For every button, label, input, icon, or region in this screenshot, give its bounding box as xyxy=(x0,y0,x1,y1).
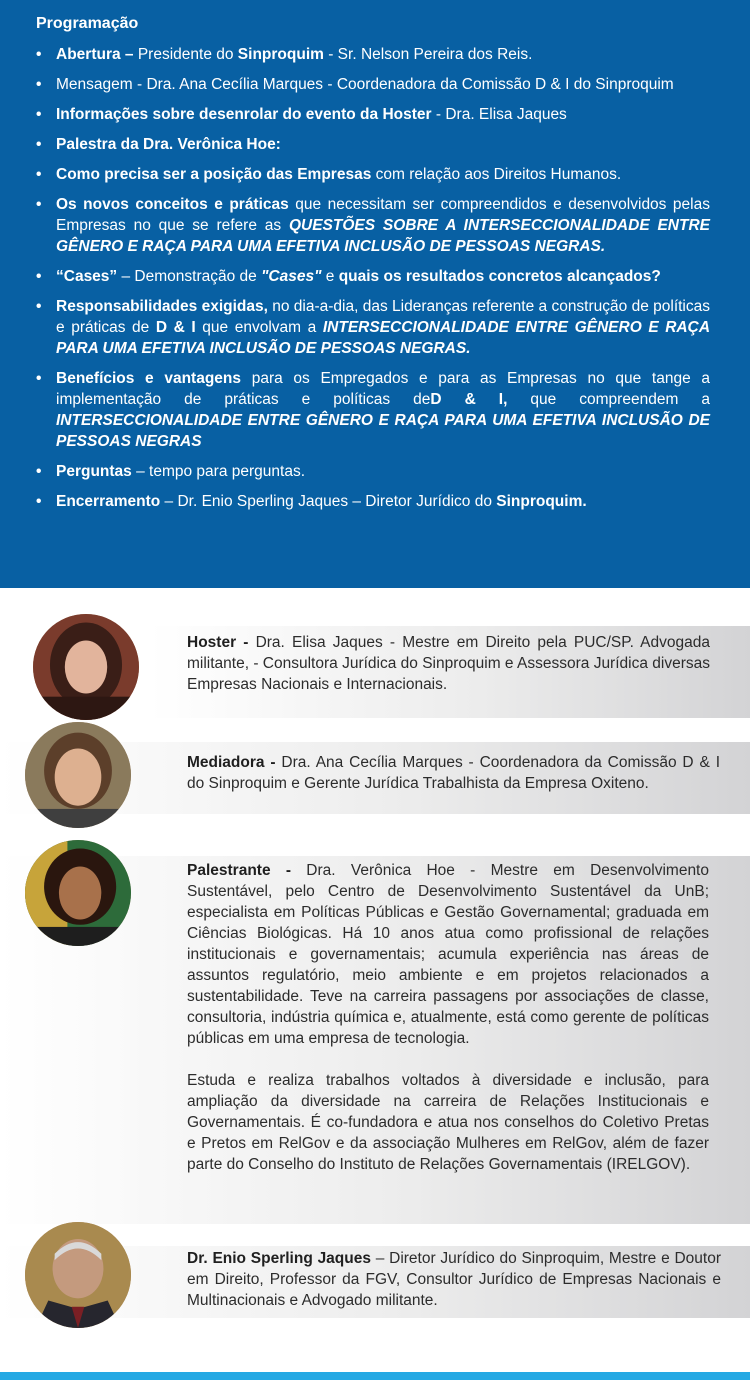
item-bold: Como precisa ser a posição das Empresas xyxy=(56,166,372,183)
list-item xyxy=(36,296,710,359)
bullet-icon: • xyxy=(36,298,42,315)
bullet-icon: • xyxy=(36,268,42,285)
item-bold: "Cases" xyxy=(261,268,322,285)
item-emphasis: QUESTÕES SOBRE A INTERSECCIONALIDADE ENTRE GÊNERO E RAÇA PARA UMA EFETIVA INCLUSÃO DE PESSOAS NEGRAS. xyxy=(56,217,710,255)
item-text: para os Empregados e para as Empresas no que tange a implementação de práticas e políticas de xyxy=(56,370,710,408)
speaker-bio: – Diretor Jurídico do Sinproquim, Mestre e Doutor em Direito, Professor da FGV, Consultor Jurídico de Empresas Nacionais e Multinacionais e Advogado militante. xyxy=(187,1250,721,1309)
bio-palestrante xyxy=(187,860,709,1175)
item-bold: D & I, xyxy=(430,391,508,408)
item-text: Mensagem - Dra. Ana Cecília Marques - Coordenadora da Comissão D & I do Sinproquim xyxy=(56,76,674,93)
item-text: que compreendem a xyxy=(507,391,710,408)
bullet-icon: • xyxy=(36,493,42,510)
list-item xyxy=(36,194,710,257)
list-item xyxy=(36,461,710,482)
item-text: no dia-a-dia, das Lideranças referente a construção de políticas e práticas de xyxy=(56,298,710,336)
speaker-role: Dr. Enio Sperling Jaques xyxy=(187,1250,371,1267)
item-bold: Os novos conceitos e práticas xyxy=(56,196,289,213)
avatar-enio xyxy=(25,1222,131,1328)
bio-paragraph: Estuda e realiza trabalhos voltados à diversidade e inclusão, para ampliação da diversidade na carreira de Relações Institucionais e Governamentais. É co-fundadora e atua nos conselhos do Coletivo Pretas e Pretos em RelGov e da associação Mulheres em RelGov, além de fazer parte do Conselho do Instituto de Relações Governamentais (IRELGOV). xyxy=(187,1072,709,1173)
bullet-icon: • xyxy=(36,76,42,93)
item-text: - Sr. Nelson Pereira dos Reis. xyxy=(323,46,533,63)
bio-enio xyxy=(187,1248,721,1311)
item-text: com relação aos Direitos Humanos. xyxy=(371,166,622,183)
item-text: – tempo para perguntas. xyxy=(131,463,306,480)
bullet-icon: • xyxy=(36,463,42,480)
speaker-bio: Dra. Elisa Jaques - Mestre em Direito pela PUC/SP. Advogada militante, - Consultora Jurídica do Sinproquim e Assessora Jurídica diversas Empresas Nacionais e Internacionais. xyxy=(187,634,710,693)
item-bold: Palestra da Dra. Verônica Hoe: xyxy=(56,136,281,153)
list-item xyxy=(36,266,710,287)
item-bold: Responsabilidades exigidas, xyxy=(56,298,268,315)
portrait-icon xyxy=(25,1222,131,1328)
list-item xyxy=(36,134,710,155)
avatar-hoster xyxy=(33,614,139,720)
bullet-icon: • xyxy=(36,136,42,153)
item-bold: Perguntas xyxy=(56,463,132,480)
item-bold: Sinproquim. xyxy=(496,493,587,510)
list-item xyxy=(36,74,710,95)
item-text: - Dra. Elisa Jaques xyxy=(431,106,567,123)
list-item xyxy=(36,368,710,452)
bullet-icon: • xyxy=(36,166,42,183)
bio-paragraph xyxy=(187,860,709,1049)
bio-mediadora xyxy=(187,752,720,794)
item-bold: D & I xyxy=(155,319,196,336)
item-bold: Sinproquim xyxy=(237,46,324,63)
item-text: que necessitam ser compreendidos e desenvolvidos pelas Empresas no que se refere as xyxy=(56,196,710,234)
item-bold: Encerramento xyxy=(56,493,161,510)
item-bold: Abertura – xyxy=(56,46,134,63)
bullet-icon: • xyxy=(36,106,42,123)
list-item xyxy=(36,164,710,185)
item-emphasis: INTERSECCIONALIDADE ENTRE GÊNERO E RAÇA PARA UMA EFETIVA INCLUSÃO DE PESSOAS NEGRAS. xyxy=(56,319,711,357)
item-bold: Informações sobre desenrolar do evento da Hoster xyxy=(56,106,432,123)
list-item xyxy=(36,104,710,125)
list-item xyxy=(36,491,710,512)
item-text: – Demonstração de xyxy=(117,268,262,285)
speaker-bio: Dra. Verônica Hoe - Mestre em Desenvolvimento Sustentável, pelo Centro de Desenvolvimento Sustentável da UnB; especialista em Políticas Públicas e Gestão Governamental; graduada em Ciências Biológicas. Há 10 anos atua como profissional de relações institucionais e governamentais; acumula experiência nas áreas de assuntos regulatório, meio ambiente e em projetos relacionados a sustentabilidade. Teve na carreira passagens por associações de classe, consultoria, indústria química e, atualmente, está como gerente de políticas públicas em uma empresa de tecnologia. xyxy=(187,862,709,1047)
portrait-icon xyxy=(33,614,139,720)
list-item xyxy=(36,44,710,65)
item-bold: “Cases” xyxy=(56,268,118,285)
speaker-bio: Dra. Ana Cecília Marques - Coordenadora da Comissão D & I do Sinproquim e Gerente Jurídica Trabalhista da Empresa Oxiteno. xyxy=(187,754,721,792)
avatar-mediadora xyxy=(25,722,131,828)
speaker-role: Palestrante - xyxy=(187,862,292,879)
programacao-section xyxy=(0,0,750,588)
bullet-icon: • xyxy=(36,46,42,63)
item-bold: Benefícios e vantagens xyxy=(56,370,242,387)
programacao-list xyxy=(36,44,710,521)
portrait-icon xyxy=(25,722,131,828)
speaker-role: Hoster - xyxy=(187,634,249,651)
bullet-icon: • xyxy=(36,196,42,213)
bottom-accent-bar xyxy=(0,1372,750,1380)
item-text: – Dr. Enio Sperling Jaques – Diretor Jurídico do xyxy=(160,493,497,510)
item-text: e xyxy=(321,268,339,285)
avatar-palestrante xyxy=(25,840,131,946)
item-emphasis: INTERSECCIONALIDADE ENTRE GÊNERO E RAÇA PARA UMA EFETIVA INCLUSÃO DE PESSOAS NEGRAS xyxy=(56,412,710,450)
bullet-icon: • xyxy=(36,370,42,387)
speaker-role: Mediadora - xyxy=(187,754,276,771)
item-text: Presidente do xyxy=(133,46,238,63)
portrait-icon xyxy=(25,840,131,946)
bio-hoster xyxy=(187,632,710,695)
item-text: que envolvam a xyxy=(195,319,323,336)
item-bold: quais os resultados concretos alcançados? xyxy=(338,268,661,285)
programacao-title: Programação xyxy=(36,15,139,32)
